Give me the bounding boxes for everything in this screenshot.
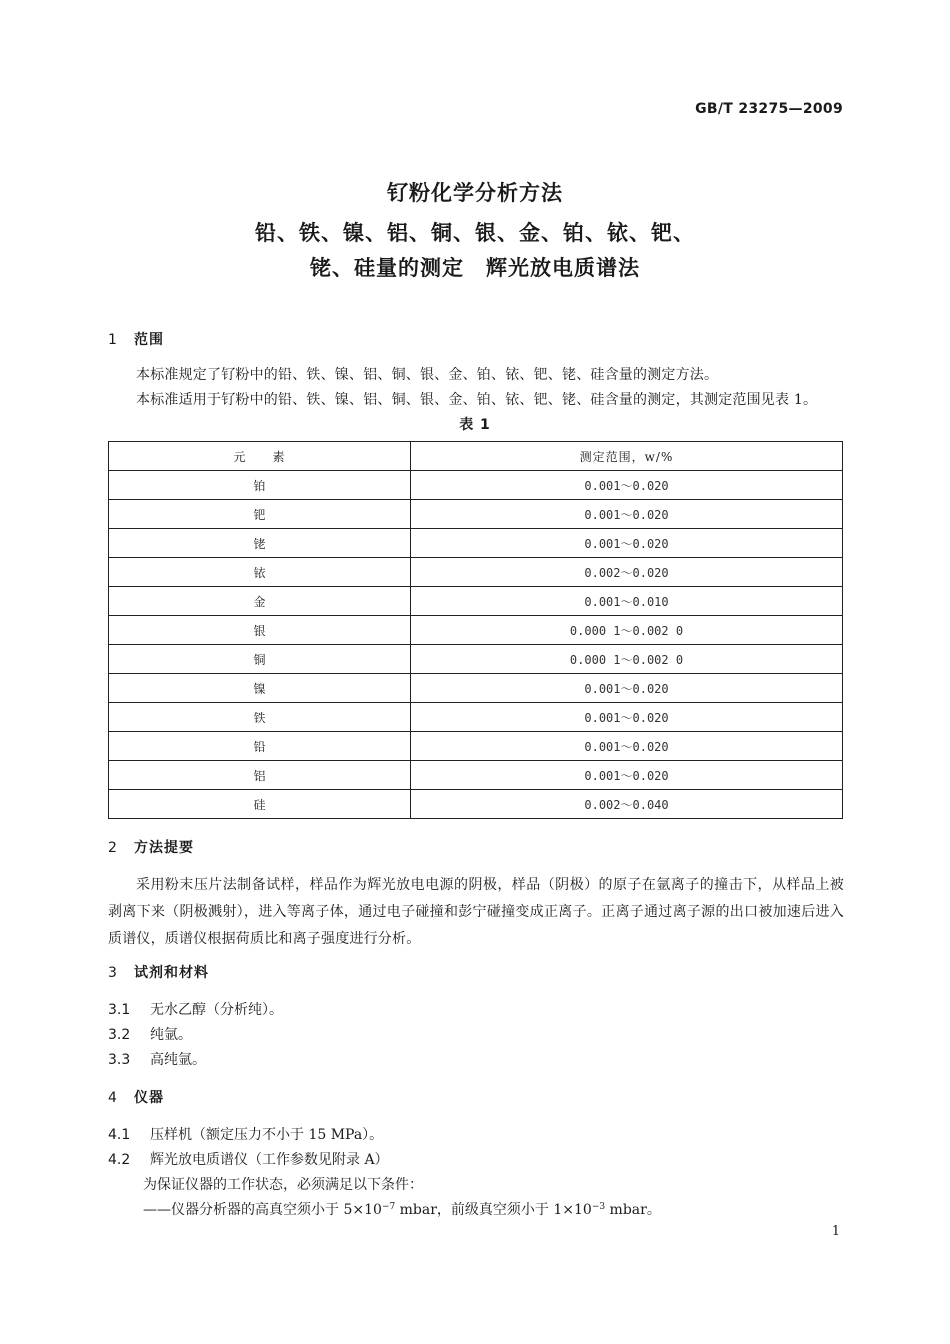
table-header-row bbox=[109, 442, 843, 471]
section-4-number: 4 bbox=[108, 1090, 118, 1106]
range-cell: 0.001～0.020 bbox=[411, 500, 843, 529]
section-1-number: 1 bbox=[108, 332, 118, 348]
range-cell: 0.001～0.020 bbox=[411, 703, 843, 732]
range-cell: 0.001～0.010 bbox=[411, 587, 843, 616]
exponent-1: −7 bbox=[381, 1202, 396, 1212]
range-cell: 0.000 1～0.002 0 bbox=[411, 645, 843, 674]
table-row bbox=[109, 587, 843, 616]
element-cell: 金 bbox=[109, 587, 411, 616]
element-cell: 钯 bbox=[109, 500, 411, 529]
section-1-paragraph-1: 本标准规定了钌粉中的铅、铁、镍、铝、铜、银、金、铂、铱、钯、铑、硅含量的测定方法。 bbox=[136, 367, 719, 383]
condition-prefix: ——仪器分析器的高真空须小于 5×10 bbox=[143, 1202, 382, 1218]
header-element: 元 素 bbox=[109, 442, 411, 471]
item-text: 高纯氩。 bbox=[150, 1052, 206, 1068]
item-3-1 bbox=[108, 999, 283, 1019]
page-number: 1 bbox=[831, 1224, 840, 1239]
title-line-2: 铅、铁、镍、铝、铜、银、金、铂、铱、钯、 bbox=[255, 221, 695, 245]
section-2-paragraph: 采用粉末压片法制备试样，样品作为辉光放电电源的阴极，样品（阴极）的原子在氩离子的撞击下，从样品上被剥离下来（阴极溅射），进入等离子体，通过电子碰撞和彭宁碰撞变成正离子。正离子通过离子源的出口被加速后进入质谱仪，质谱仪根据荷质比和离子强度进行分析。 bbox=[108, 877, 844, 947]
condition-suffix: mbar。 bbox=[605, 1202, 661, 1218]
item-text: 纯氩。 bbox=[150, 1027, 192, 1043]
section-3-number: 3 bbox=[108, 965, 118, 981]
item-text: 辉光放电质谱仪（工作参数见附录 A） bbox=[150, 1152, 389, 1168]
element-cell: 硅 bbox=[109, 790, 411, 819]
item-number: 3.1 bbox=[108, 1002, 131, 1018]
element-cell: 银 bbox=[109, 616, 411, 645]
section-2-title: 方法提要 bbox=[134, 840, 194, 856]
section-1-heading bbox=[108, 329, 164, 349]
range-cell: 0.001～0.020 bbox=[411, 529, 843, 558]
element-cell: 铂 bbox=[109, 471, 411, 500]
section-1-paragraph-2: 本标准适用于钌粉中的铅、铁、镍、铝、铜、银、金、铂、铱、钯、铑、硅含量的测定，其测定范围见表 1。 bbox=[136, 392, 818, 408]
table-row bbox=[109, 790, 843, 819]
exponent-2: −3 bbox=[591, 1202, 606, 1212]
table-row bbox=[109, 558, 843, 587]
range-cell: 0.002～0.020 bbox=[411, 558, 843, 587]
item-4-1 bbox=[108, 1124, 383, 1144]
section-2-heading bbox=[108, 837, 194, 857]
section-3-title: 试剂和材料 bbox=[134, 965, 209, 981]
table-row bbox=[109, 732, 843, 761]
header-range: 测定范围，w/% bbox=[411, 442, 843, 471]
element-cell: 铅 bbox=[109, 732, 411, 761]
item-3-2 bbox=[108, 1024, 192, 1044]
condition-intro: 为保证仪器的工作状态，必须满足以下条件： bbox=[143, 1177, 423, 1193]
item-number: 3.3 bbox=[108, 1052, 131, 1068]
element-cell: 铑 bbox=[109, 529, 411, 558]
standard-number: GB/T 23275—2009 bbox=[695, 101, 843, 117]
table-row bbox=[109, 645, 843, 674]
item-text: 无水乙醇（分析纯）。 bbox=[150, 1002, 283, 1018]
item-3-3 bbox=[108, 1049, 206, 1069]
table-row bbox=[109, 500, 843, 529]
item-number: 4.1 bbox=[108, 1127, 131, 1143]
section-4-title: 仪器 bbox=[134, 1090, 164, 1106]
item-number: 3.2 bbox=[108, 1027, 131, 1043]
title-line-1: 钌粉化学分析方法 bbox=[387, 181, 563, 205]
range-cell: 0.001～0.020 bbox=[411, 732, 843, 761]
range-cell: 0.002～0.040 bbox=[411, 790, 843, 819]
range-cell: 0.001～0.020 bbox=[411, 471, 843, 500]
section-1-title: 范围 bbox=[134, 332, 164, 348]
table-row bbox=[109, 703, 843, 732]
condition-middle: mbar，前级真空须小于 1×10 bbox=[395, 1202, 592, 1218]
range-cell: 0.001～0.020 bbox=[411, 761, 843, 790]
table-row bbox=[109, 529, 843, 558]
element-cell: 镍 bbox=[109, 674, 411, 703]
item-number: 4.2 bbox=[108, 1152, 131, 1168]
element-cell: 铱 bbox=[109, 558, 411, 587]
section-2-number: 2 bbox=[108, 840, 118, 856]
element-cell: 铜 bbox=[109, 645, 411, 674]
element-cell: 铁 bbox=[109, 703, 411, 732]
range-table bbox=[108, 441, 843, 819]
table-row bbox=[109, 616, 843, 645]
item-text: 压样机（额定压力不小于 15 MPa）。 bbox=[150, 1127, 384, 1143]
table-row bbox=[109, 471, 843, 500]
item-4-2 bbox=[108, 1149, 389, 1169]
range-cell: 0.000 1～0.002 0 bbox=[411, 616, 843, 645]
section-4-heading bbox=[108, 1087, 164, 1107]
table-row bbox=[109, 761, 843, 790]
table-row bbox=[109, 674, 843, 703]
range-cell: 0.001～0.020 bbox=[411, 674, 843, 703]
condition-line bbox=[143, 1199, 661, 1219]
title-line-3: 铑、硅量的测定 辉光放电质谱法 bbox=[310, 256, 640, 280]
table-title: 表 1 bbox=[459, 417, 491, 433]
section-3-heading bbox=[108, 962, 209, 982]
element-cell: 铝 bbox=[109, 761, 411, 790]
